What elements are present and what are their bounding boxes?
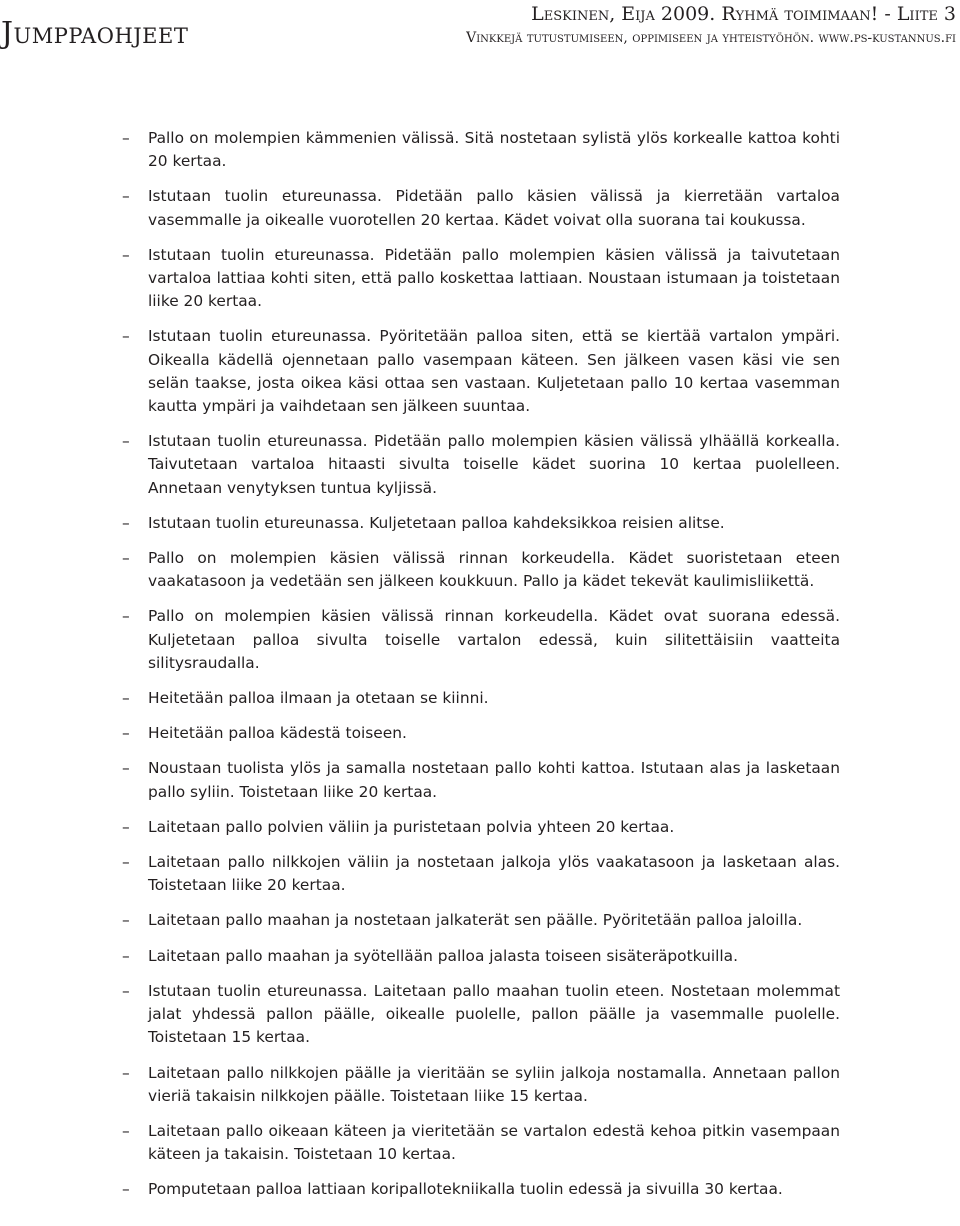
list-item-text: Istutaan tuolin etureunassa. Pidetään pallo molempien käsien välissä ylhäällä korkealla. Taivutetaan vartaloa hitaasti sivulta toiselle kädet suorina 10 kertaa puolelleen. Annetaan venytyksen tuntua kyljissä. <box>148 432 840 497</box>
list-item-text: Noustaan tuolista ylös ja samalla nostetaan pallo kohti kattoa. Istutaan alas ja lasketaan pallo syliin. Toistetaan liike 20 kertaa. <box>148 759 840 801</box>
list-item <box>122 325 840 418</box>
list-item-text: Laitetaan pallo maahan ja syötellään palloa jalasta toiseen sisäteräpotkuilla. <box>148 946 738 965</box>
citation-line: Leskinen, Eija 2009. Ryhmä toimimaan! - Liite 3 <box>531 3 956 25</box>
list-item-text: Laitetaan pallo nilkkojen väliin ja nostetaan jalkoja ylös vaakatasoon ja lasketaan alas. Toistetaan liike 20 kertaa. <box>148 853 840 895</box>
list-item-text: Pomputetaan palloa lattiaan koripallotekniikalla tuolin edessä ja sivuilla 30 kertaa. <box>148 1180 783 1199</box>
list-item-text: Istutaan tuolin etureunassa. Laitetaan pallo maahan tuolin eteen. Nostetaan molemmat jalat yhdessä pallon päälle, oikealle puolelle, pallon päälle ja vasemmalle puolelle. Toistetaan 15 kertaa. <box>148 981 840 1047</box>
list-item-text: Pallo on molempien käsien välissä rinnan korkeudella. Kädet ovat suorana edessä. Kuljetetaan palloa sivulta toiselle vartalon edessä, kuin silitettäisiin vaatteita silitysraudalla. <box>148 607 840 672</box>
list-item <box>122 687 840 710</box>
list-item <box>122 1120 840 1166</box>
instruction-list <box>122 127 840 1202</box>
list-item-text: Istutaan tuolin etureunassa. Pidetään pallo käsien välissä ja kierretään vartaloa vasemmalle ja oikealle vuorotellen 20 kertaa. Kädet voivat olla suorana tai koukussa. <box>148 187 840 229</box>
dash-bullet: – <box>122 549 130 568</box>
page-header <box>0 0 960 80</box>
dash-bullet: – <box>122 981 130 1000</box>
list-item <box>122 851 840 897</box>
list-item <box>122 722 840 745</box>
list-item <box>122 244 840 314</box>
list-item <box>122 945 840 968</box>
list-item <box>122 547 840 593</box>
dash-bullet: – <box>122 245 130 264</box>
dash-bullet: – <box>122 911 130 930</box>
list-item-text: Istutaan tuolin etureunassa. Kuljetetaan palloa kahdeksikkoa reisien alitse. <box>148 513 725 532</box>
list-item-text: Pallo on molempien käsien välissä rinnan korkeudella. Kädet suoristetaan eteen vaakatasoon ja vedetään sen jälkeen koukkuun. Pallo ja kädet tekevät kaulimisliikettä. <box>148 549 840 591</box>
list-item-text: Pallo on molempien kämmenien välissä. Sitä nostetaan sylistä ylös korkealle kattoa kohti 20 kertaa. <box>148 129 840 171</box>
list-item-text: Laitetaan pallo nilkkojen päälle ja vieritään se syliin jalkoja nostamalla. Annetaan pallon vieriä takaisin nilkkojen päälle. Toistetaan liike 15 kertaa. <box>148 1063 840 1105</box>
list-item-text: Laitetaan pallo maahan ja nostetaan jalkaterät sen päälle. Pyöritetään palloa jaloilla. <box>148 911 803 930</box>
header-citation <box>466 2 956 49</box>
list-item <box>122 816 840 839</box>
list-item <box>122 909 840 932</box>
list-item-text: Laitetaan pallo oikeaan käteen ja vieritetään se vartalon edestä kehoa pitkin vasempaan käteen ja takaisin. Toistetaan 10 kertaa. <box>148 1121 840 1164</box>
list-item-text: Istutaan tuolin etureunassa. Pyöritetään palloa siten, että se kiertää vartalon ympäri. Oikealla kädellä ojennetaan pallo vasempaan käteen. Sen jälkeen vasen käsi vie sen selän taakse, josta oikea käsi ottaa sen vastaan. Kuljetetaan pallo 10 kertaa vasemman kautta ympäri ja vaihdetaan sen jälkeen suuntaa. <box>148 327 840 416</box>
list-item-text: Heitetään palloa kädestä toiseen. <box>148 724 407 743</box>
dash-bullet: – <box>122 513 130 532</box>
list-item <box>122 757 840 803</box>
dash-bullet: – <box>122 327 130 346</box>
list-item <box>122 512 840 535</box>
list-item-text: Laitetaan pallo polvien väliin ja puristetaan polvia yhteen 20 kertaa. <box>148 817 675 836</box>
instruction-content <box>122 127 840 1214</box>
dash-bullet: – <box>122 724 130 743</box>
dash-bullet: – <box>122 129 130 147</box>
list-item <box>122 1062 840 1108</box>
dash-bullet: – <box>122 853 130 872</box>
page-title: Jumppaohjeet <box>1 16 189 51</box>
list-item <box>122 980 840 1050</box>
list-item <box>122 127 840 173</box>
dash-bullet: – <box>122 689 130 708</box>
dash-bullet: – <box>122 946 130 965</box>
subtitle-line: Vinkkejä tutustumiseen, oppimiseen ja yhteistyöhön. www.ps-kustannus.fi <box>466 30 956 46</box>
dash-bullet: – <box>122 607 130 626</box>
list-item <box>122 605 840 675</box>
dash-bullet: – <box>122 759 130 778</box>
dash-bullet: – <box>122 1063 130 1082</box>
dash-bullet: – <box>122 432 130 451</box>
list-item <box>122 185 840 231</box>
list-item <box>122 1178 840 1201</box>
dash-bullet: – <box>122 817 130 836</box>
dash-bullet: – <box>122 1121 130 1140</box>
dash-bullet: – <box>122 1180 130 1199</box>
dash-bullet: – <box>122 187 130 206</box>
list-item-text: Heitetään palloa ilmaan ja otetaan se kiinni. <box>148 689 489 708</box>
list-item <box>122 430 840 500</box>
list-item-text: Istutaan tuolin etureunassa. Pidetään pallo molempien käsien välissä ja taivutetaan vartaloa lattiaa kohti siten, että pallo koskettaa lattiaan. Noustaan istumaan ja toistetaan liike 20 kertaa. <box>148 245 840 311</box>
